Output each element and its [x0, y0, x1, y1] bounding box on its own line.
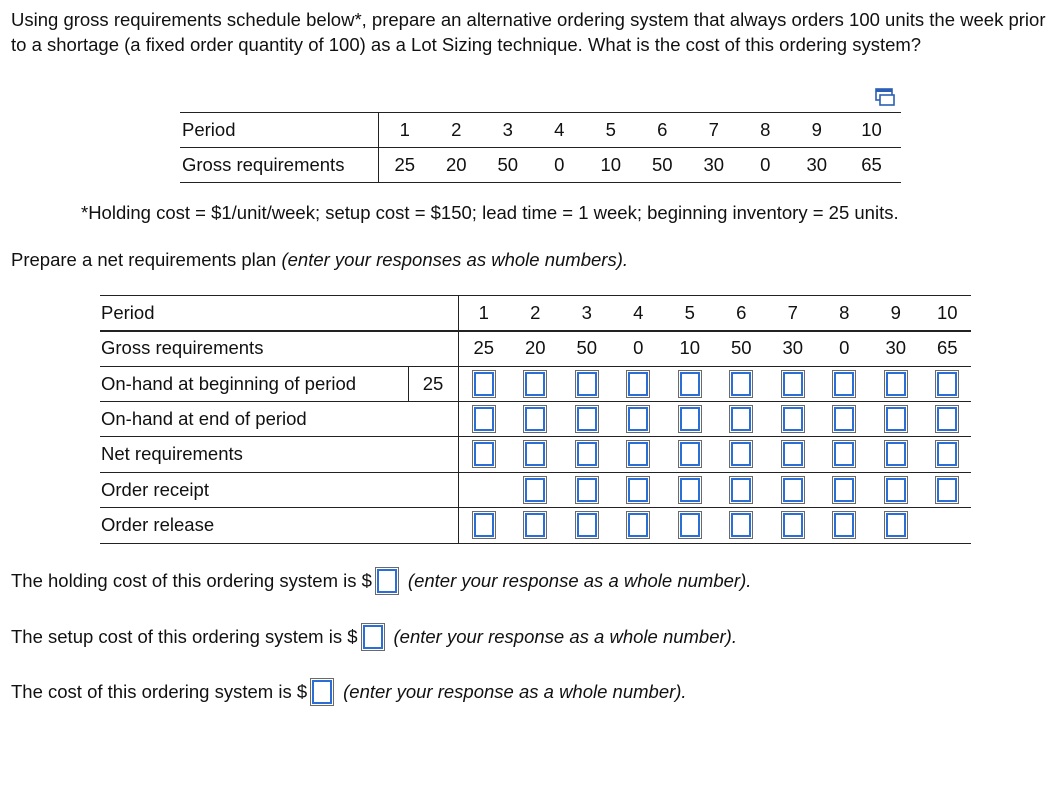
- plan-begin-cell: [922, 366, 974, 401]
- plan-receipt-cell: [510, 472, 562, 507]
- holding-cost-line: [11, 566, 751, 596]
- net-requirements-plan: [100, 295, 971, 544]
- plan-end-cell: [767, 401, 819, 436]
- plan-period-cell: 5: [684, 301, 695, 323]
- total-cost-prefix: The cost of this ordering system is $: [11, 681, 308, 702]
- plan-end-cell: [664, 401, 716, 436]
- gross-cell: 30: [791, 148, 843, 183]
- plan-end-input[interactable]: [523, 405, 547, 433]
- plan-net-cell: [458, 436, 510, 471]
- plan-net-input[interactable]: [884, 440, 908, 468]
- setup-cost-input[interactable]: [361, 623, 385, 651]
- period-cell: 5: [585, 113, 637, 148]
- plan-net-cell: [767, 436, 819, 471]
- plan-end-input[interactable]: [935, 405, 959, 433]
- period-cell: 1: [379, 113, 431, 148]
- plan-receipt-label: Order receipt: [101, 479, 209, 500]
- plan-receipt-input[interactable]: [781, 476, 805, 504]
- plan-receipt-input[interactable]: [575, 476, 599, 504]
- plan-begin-input[interactable]: [781, 370, 805, 398]
- plan-release-input[interactable]: [729, 511, 753, 539]
- plan-receipt-input[interactable]: [678, 476, 702, 504]
- plan-begin-input[interactable]: [729, 370, 753, 398]
- plan-receipt-input[interactable]: [935, 476, 959, 504]
- total-cost-line: [11, 677, 687, 707]
- plan-receipt-input[interactable]: [626, 476, 650, 504]
- plan-period-cell: 7: [787, 301, 798, 323]
- plan-release-label: Order release: [101, 514, 215, 535]
- plan-receipt-cell: [922, 472, 974, 507]
- plan-end-cell: [510, 401, 562, 436]
- plan-begin-input[interactable]: [678, 370, 702, 398]
- plan-begin-cell: [561, 366, 613, 401]
- plan-gross-cell: 25: [473, 336, 495, 358]
- gross-cell: 50: [482, 148, 534, 183]
- plan-begin-cell: [819, 366, 871, 401]
- plan-begin-input[interactable]: [935, 370, 959, 398]
- plan-end-cell: [561, 401, 613, 436]
- plan-net-input[interactable]: [832, 440, 856, 468]
- plan-end-cell: [922, 401, 974, 436]
- period-label: Period: [180, 113, 379, 148]
- plan-receipt-input[interactable]: [884, 476, 908, 504]
- plan-gross-cell: 30: [782, 336, 804, 358]
- plan-net-input[interactable]: [472, 440, 496, 468]
- prepare-instruction: [11, 249, 628, 271]
- plan-begin-input[interactable]: [832, 370, 856, 398]
- prepare-text: Prepare a net requirements plan: [11, 249, 277, 270]
- plan-end-input[interactable]: [832, 405, 856, 433]
- plan-release-cell: [458, 507, 510, 542]
- gross-cell: 0: [534, 148, 586, 183]
- period-cell: 6: [637, 113, 689, 148]
- period-cell: 7: [688, 113, 740, 148]
- plan-release-cell: [819, 507, 871, 542]
- period-row: [180, 113, 901, 148]
- plan-end-input[interactable]: [884, 405, 908, 433]
- plan-receipt-input[interactable]: [523, 476, 547, 504]
- gross-cell: 50: [637, 148, 689, 183]
- plan-end-cell: [458, 401, 510, 436]
- cost-note: *Holding cost = $1/unit/week; setup cost = $150; lead time = 1 week; beginning inventory = 25 units.: [81, 202, 899, 223]
- holding-cost-hint: (enter your response as a whole number).: [407, 570, 752, 591]
- plan-gross-cell: 65: [936, 336, 958, 358]
- plan-period-cell: 9: [890, 301, 901, 323]
- plan-net-label: Net requirements: [101, 443, 243, 464]
- plan-net-cell: [510, 436, 562, 471]
- plan-end-label: On-hand at end of period: [101, 408, 307, 429]
- plan-begin-cell: [664, 366, 716, 401]
- period-cell: 8: [740, 113, 792, 148]
- plan-end-input[interactable]: [781, 405, 805, 433]
- plan-release-cell: [613, 507, 665, 542]
- plan-period-cell: 2: [530, 301, 541, 323]
- plan-release-input[interactable]: [472, 511, 496, 539]
- plan-receipt-cell: [561, 472, 613, 507]
- gross-cell: 25: [379, 148, 431, 183]
- holding-cost-input[interactable]: [375, 567, 399, 595]
- plan-end-input[interactable]: [678, 405, 702, 433]
- plan-gross-label: Gross requirements: [101, 337, 264, 358]
- beginning-inventory-value: 25: [422, 373, 444, 394]
- plan-net-cell: [561, 436, 613, 471]
- plan-net-cell: [922, 436, 974, 471]
- plan-receipt-cell: [664, 472, 716, 507]
- gross-cell: 10: [585, 148, 637, 183]
- plan-net-cell: [664, 436, 716, 471]
- setup-cost-hint: (enter your response as a whole number).: [393, 626, 737, 647]
- prepare-hint: (enter your responses as whole numbers).: [281, 249, 628, 270]
- plan-begin-input[interactable]: [884, 370, 908, 398]
- plan-begin-input[interactable]: [626, 370, 650, 398]
- plan-end-input[interactable]: [626, 405, 650, 433]
- plan-net-input[interactable]: [678, 440, 702, 468]
- plan-release-cell: [767, 507, 819, 542]
- plan-release-cell: [561, 507, 613, 542]
- plan-receipt-cell: [767, 472, 819, 507]
- plan-release-input[interactable]: [678, 511, 702, 539]
- plan-release-input[interactable]: [781, 511, 805, 539]
- gross-requirements-table: [180, 112, 901, 183]
- setup-cost-prefix: The setup cost of this ordering system is $: [11, 626, 358, 647]
- plan-period-label: Period: [101, 302, 155, 323]
- plan-period-cell: 6: [736, 301, 747, 323]
- plan-gross-cell: 30: [885, 336, 907, 358]
- plan-end-input[interactable]: [575, 405, 599, 433]
- total-cost-hint: (enter your response as a whole number).: [343, 681, 687, 702]
- gross-cell: 65: [843, 148, 901, 183]
- gross-label: Gross requirements: [180, 148, 379, 183]
- plan-net-input[interactable]: [935, 440, 959, 468]
- plan-net-input[interactable]: [575, 440, 599, 468]
- plan-period-cell: 3: [581, 301, 592, 323]
- plan-end-cell: [819, 401, 871, 436]
- plan-net-input[interactable]: [729, 440, 753, 468]
- plan-release-cell: [510, 507, 562, 542]
- plan-begin-input[interactable]: [523, 370, 547, 398]
- plan-net-cell: [716, 436, 768, 471]
- plan-begin-label: On-hand at beginning of period: [101, 373, 357, 394]
- plan-period-cell: 8: [839, 301, 850, 323]
- plan-period-cell: 4: [633, 301, 644, 323]
- plan-gross-cell: 10: [679, 336, 701, 358]
- plan-begin-cell: [458, 366, 510, 401]
- gross-cell: 20: [431, 148, 483, 183]
- plan-net-input[interactable]: [523, 440, 547, 468]
- plan-gross-cell: 20: [524, 336, 546, 358]
- plan-receipt-input[interactable]: [832, 476, 856, 504]
- plan-release-input[interactable]: [884, 511, 908, 539]
- plan-release-input[interactable]: [575, 511, 599, 539]
- plan-begin-input[interactable]: [575, 370, 599, 398]
- plan-begin-cell: [613, 366, 665, 401]
- plan-receipt-cell: [819, 472, 871, 507]
- plan-begin-cell: [716, 366, 768, 401]
- plan-begin-input[interactable]: [472, 370, 496, 398]
- plan-release-cell: [870, 507, 922, 542]
- plan-net-cell: [613, 436, 665, 471]
- plan-release-input[interactable]: [832, 511, 856, 539]
- plan-receipt-input[interactable]: [729, 476, 753, 504]
- plan-release-input[interactable]: [523, 511, 547, 539]
- plan-begin-cell: [767, 366, 819, 401]
- plan-gross-cell: 0: [839, 336, 850, 358]
- gross-cell: 0: [740, 148, 792, 183]
- question-text: Using gross requirements schedule below*, prepare an alternative ordering system that always orders 100 units the week prior to a shortage (a fixed order quantity of 100) as a Lot Sizing technique. What is the cost of this ordering system?: [11, 9, 1046, 55]
- holding-cost-prefix: The holding cost of this ordering system is $: [11, 570, 372, 591]
- period-cell: 9: [791, 113, 843, 148]
- plan-net-cell: [819, 436, 871, 471]
- plan-end-input[interactable]: [472, 405, 496, 433]
- plan-gross-cell: 50: [576, 336, 598, 358]
- plan-receipt-cell: [716, 472, 768, 507]
- gross-cell: 30: [688, 148, 740, 183]
- plan-period-cell: 1: [478, 301, 489, 323]
- plan-end-input[interactable]: [729, 405, 753, 433]
- plan-release-cell: [716, 507, 768, 542]
- total-cost-input[interactable]: [310, 678, 334, 706]
- plan-net-cell: [870, 436, 922, 471]
- period-cell: 4: [534, 113, 586, 148]
- plan-end-cell: [716, 401, 768, 436]
- plan-net-input[interactable]: [781, 440, 805, 468]
- period-cell: 2: [431, 113, 483, 148]
- setup-cost-line: [11, 622, 737, 652]
- gross-row: [180, 148, 901, 183]
- plan-release-cell: [664, 507, 716, 542]
- period-cell: 10: [843, 113, 901, 148]
- plan-begin-cell: [870, 366, 922, 401]
- copy-table-icon[interactable]: [874, 87, 896, 107]
- plan-receipt-cell: [870, 472, 922, 507]
- plan-begin-cell: [510, 366, 562, 401]
- plan-end-cell: [870, 401, 922, 436]
- plan-period-cell: 10: [936, 301, 958, 323]
- period-cell: 3: [482, 113, 534, 148]
- plan-receipt-cell: [613, 472, 665, 507]
- plan-end-cell: [613, 401, 665, 436]
- plan-gross-cell: 50: [730, 336, 752, 358]
- plan-net-input[interactable]: [626, 440, 650, 468]
- plan-gross-cell: 0: [633, 336, 644, 358]
- plan-release-input[interactable]: [626, 511, 650, 539]
